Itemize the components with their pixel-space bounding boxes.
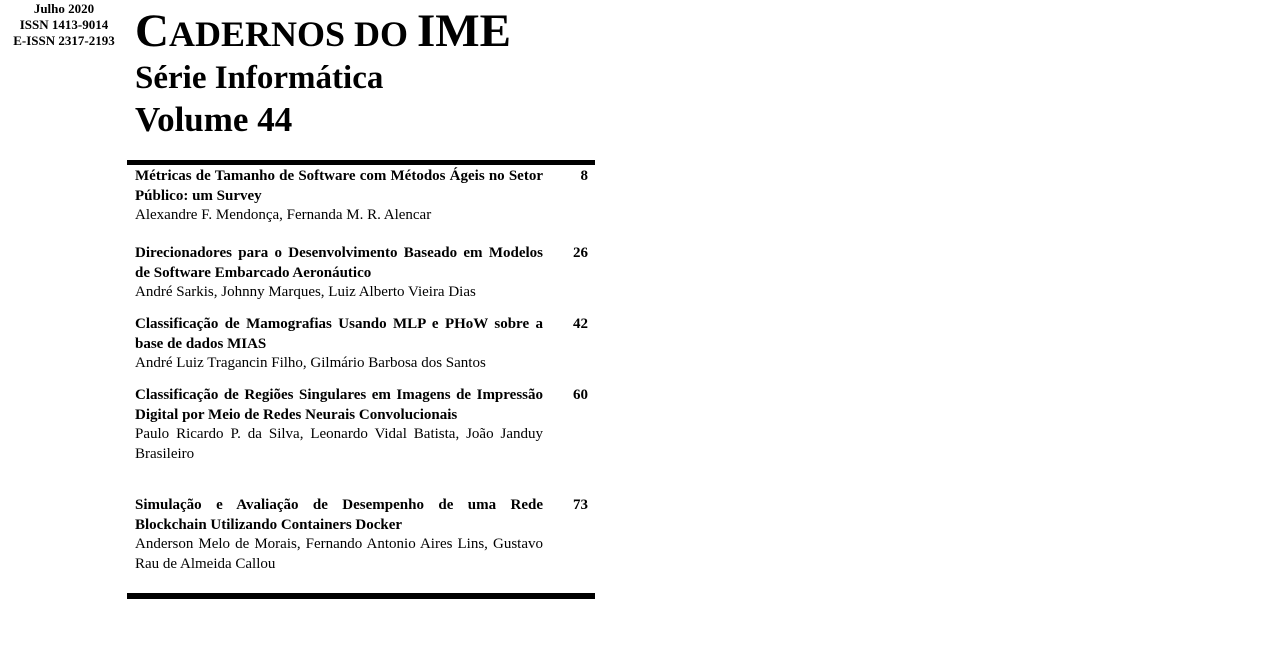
article-page-number: 8 <box>580 168 588 184</box>
toc-entry <box>135 244 588 303</box>
article-page-number: 73 <box>573 497 588 513</box>
article-authors: André Luiz Tragancin Filho, Gilmário Barbosa dos Santos <box>135 355 486 371</box>
article-title: Classificação de Regiões Singulares em Imagens de Impressão Digital por Meio de Redes Neurais Convolucionais <box>135 387 543 423</box>
journal-title <box>135 4 511 61</box>
issn: ISSN 1413-9014 <box>19 17 109 32</box>
article-title: Simulação e Avaliação de Desempenho de uma Rede Blockchain Utilizando Containers Docker <box>135 497 543 533</box>
journal-title-small-caps: ADERNOS DO <box>168 14 417 54</box>
article-title: Direcionadores para o Desenvolvimento Baseado em Modelos de Software Embarcado Aeronáutico <box>135 245 543 281</box>
top-rule <box>127 160 595 165</box>
toc-entry <box>135 386 588 464</box>
volume-title: Volume 44 <box>135 100 293 139</box>
eissn: E-ISSN 2317-2193 <box>13 33 115 48</box>
toc-entry <box>135 315 588 374</box>
series-title: Série Informática <box>135 60 384 96</box>
article-page-number: 42 <box>573 316 588 332</box>
article-page-number: 26 <box>573 245 588 261</box>
journal-title-initial: C <box>135 5 169 57</box>
article-authors: André Sarkis, Johnny Marques, Luiz Alberto Vieira Dias <box>135 284 476 300</box>
journal-title-ime: IME <box>416 5 511 57</box>
publication-date: Julho 2020 <box>33 1 95 16</box>
article-authors: Anderson Melo de Morais, Fernando Antonio Aires Lins, Gustavo Rau de Almeida Callou <box>135 536 543 572</box>
article-authors: Paulo Ricardo P. da Silva, Leonardo Vidal Batista, João Janduy Brasileiro <box>135 426 543 462</box>
bottom-rule <box>127 593 595 599</box>
article-title: Métricas de Tamanho de Software com Métodos Ágeis no Setor Público: um Survey <box>135 168 543 204</box>
publication-meta <box>4 1 124 49</box>
toc-entry <box>135 496 588 574</box>
article-title: Classificação de Mamografias Usando MLP e PHoW sobre a base de dados MIAS <box>135 316 543 352</box>
article-page-number: 60 <box>573 387 588 403</box>
toc-entry <box>135 167 588 226</box>
article-authors: Alexandre F. Mendonça, Fernanda M. R. Alencar <box>135 207 432 223</box>
